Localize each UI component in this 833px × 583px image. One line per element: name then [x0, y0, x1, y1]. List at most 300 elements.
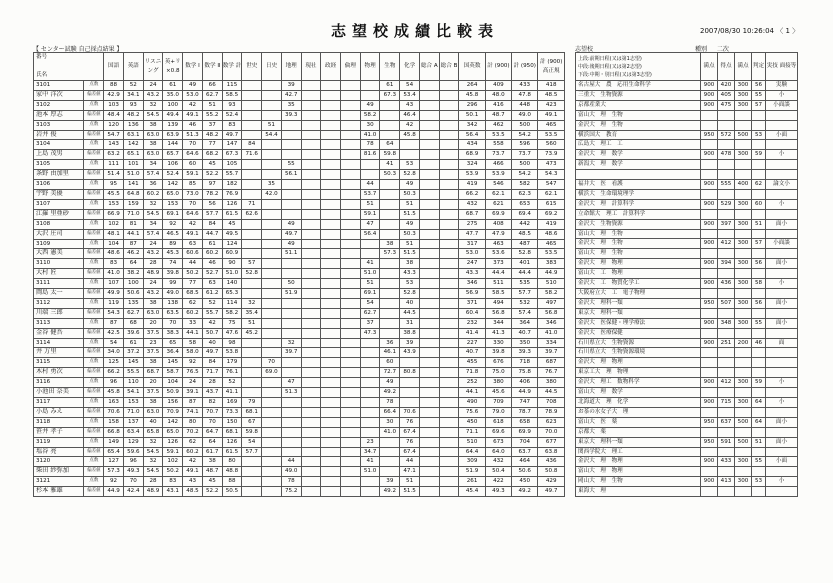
choice-full-mark — [701, 427, 718, 437]
deviation-cell — [281, 427, 301, 437]
deviation-cell — [321, 249, 341, 259]
deviation-cell — [281, 189, 301, 199]
deviation-cell: 59.1 — [360, 209, 380, 219]
score-cell: 618 — [485, 417, 511, 427]
choice-school — [576, 348, 701, 358]
score-cell: 138 — [163, 298, 183, 308]
student-name: 小池田 奈美 — [34, 388, 84, 398]
choice-school — [576, 437, 701, 447]
choice-school — [576, 239, 701, 249]
score-cell — [281, 417, 301, 427]
score-cell: 296 — [459, 100, 485, 110]
choice-row — [576, 447, 798, 457]
choice-row — [576, 378, 798, 388]
score-cell: 156 — [163, 398, 183, 408]
deviation-cell: 48.2 — [202, 130, 222, 140]
deviation-cell: 51.3 — [183, 130, 203, 140]
choice-exam — [766, 308, 798, 318]
score-cell — [321, 180, 341, 190]
subject-header: 地理 — [281, 53, 301, 81]
choice-judge — [752, 328, 766, 338]
score-cell: 510 — [459, 437, 485, 447]
deviation-cell: 75.6 — [459, 407, 485, 417]
score-cell: 149 — [104, 437, 124, 447]
score-cell: 179 — [222, 358, 242, 368]
choice-row — [576, 358, 798, 368]
deviation-cell — [321, 209, 341, 219]
score-cell: 30 — [360, 120, 380, 130]
choice-row — [576, 110, 798, 120]
subject-header: 計 (950) — [512, 53, 538, 81]
choice-second-full-mark — [735, 170, 752, 180]
choice-exam: 面小 — [766, 318, 798, 328]
score-cell: 442 — [512, 219, 538, 229]
kind-value: 二次 — [716, 46, 729, 53]
deviation-cell: 50.8 — [538, 467, 565, 477]
student-deviation-row — [34, 269, 565, 279]
deviation-cell — [321, 289, 341, 299]
choice-school — [576, 447, 701, 457]
score-cell: 64 — [380, 140, 400, 150]
score-cell — [380, 180, 400, 190]
score-cell: 252 — [459, 378, 485, 388]
score-cell — [341, 279, 361, 289]
score-cell — [419, 318, 439, 328]
subject-header: 倫理 — [341, 53, 361, 81]
deviation-cell — [439, 388, 459, 398]
deviation-cell — [242, 467, 262, 477]
school-name: 金沢大 理科一類 — [578, 299, 623, 306]
score-cell: 432 — [459, 199, 485, 209]
deviation-cell: 64.6 — [183, 150, 203, 160]
score-cell — [321, 477, 341, 487]
choice-school — [576, 90, 701, 100]
deviation-cell — [341, 189, 361, 199]
score-cell: 87 — [123, 239, 143, 249]
deviation-cell: 80.8 — [400, 368, 420, 378]
score-cell: 20 — [143, 318, 163, 328]
score-cell: 373 — [485, 259, 511, 269]
deviation-cell: 60.6 — [183, 249, 203, 259]
score-cell: 23 — [360, 437, 380, 447]
deviation-cell — [439, 90, 459, 100]
school-name: 北海道大 理 化学 — [578, 398, 629, 405]
score-cell — [321, 140, 341, 150]
subject-header: リスニング — [143, 53, 163, 81]
score-cell: 119 — [104, 298, 124, 308]
choice-full-mark: 900 — [701, 279, 718, 289]
deviation-cell — [281, 328, 301, 338]
score-cell — [419, 457, 439, 467]
score-cell — [439, 298, 459, 308]
score-cell — [419, 81, 439, 91]
score-cell: 126 — [222, 437, 242, 447]
choice-school — [576, 368, 701, 378]
score-cell — [242, 457, 262, 467]
choice-row — [576, 308, 798, 318]
deviation-cell: 56.4 — [360, 229, 380, 239]
score-cell: 371 — [459, 298, 485, 308]
deviation-cell: 60.2 — [183, 447, 203, 457]
score-cell: 35 — [281, 100, 301, 110]
student-score-row — [34, 199, 565, 209]
score-cell: 42 — [400, 120, 420, 130]
choice-row — [576, 427, 798, 437]
deviation-cell: 76.7 — [538, 368, 565, 378]
choice-exam: 実験 — [766, 81, 798, 91]
score-cell — [321, 398, 341, 408]
student-id: 3114 — [34, 338, 84, 348]
score-cell: 40 — [400, 298, 420, 308]
score-kind-label: 点数 — [84, 417, 104, 427]
score-cell: 261 — [459, 477, 485, 487]
choice-second-full-mark: 300 — [735, 318, 752, 328]
score-cell — [419, 180, 439, 190]
score-cell: 103 — [104, 100, 124, 110]
deviation-cell: 66.2 — [104, 368, 124, 378]
deviation-cell: 62.1 — [485, 189, 511, 199]
deviation-cell: 69.1 — [163, 209, 183, 219]
choice-judge — [752, 249, 766, 259]
score-cell: 145 — [123, 358, 143, 368]
choice-exam: 小面談 — [766, 239, 798, 249]
deviation-cell — [419, 467, 439, 477]
score-cell — [439, 239, 459, 249]
school-name: 富山大 理 生物 — [578, 230, 623, 237]
score-cell — [419, 378, 439, 388]
score-cell — [400, 398, 420, 408]
score-cell: 52 — [123, 81, 143, 91]
score-cell: 51 — [242, 318, 262, 328]
score-cell: 82 — [202, 398, 222, 408]
deviation-cell — [400, 388, 420, 398]
deviation-cell: 37.5 — [143, 348, 163, 358]
score-cell — [262, 199, 282, 209]
deviation-cell: 73.0 — [183, 189, 203, 199]
deviation-cell — [242, 487, 262, 497]
choice-school — [576, 477, 701, 487]
score-cell — [419, 140, 439, 150]
deviation-cell: 59.1 — [163, 447, 183, 457]
deviation-cell: 67.3 — [222, 150, 242, 160]
choice-school — [576, 100, 701, 110]
deviation-cell — [242, 90, 262, 100]
student-id: 3115 — [34, 358, 84, 368]
choice-full-mark — [701, 348, 718, 358]
deviation-cell: 49.0 — [281, 467, 301, 477]
deviation-cell — [419, 407, 439, 417]
student-id: 3102 — [34, 100, 84, 110]
score-cell: 45 — [202, 477, 222, 487]
score-cell: 98 — [222, 338, 242, 348]
deviation-cell: 47.7 — [459, 229, 485, 239]
deviation-kind-label: 偏差値 — [84, 110, 104, 120]
choice-second-full-mark — [735, 160, 752, 170]
choice-score: 572 — [718, 130, 735, 140]
choice-full-mark: 900 — [701, 81, 718, 91]
choice-exam: 小面談 — [766, 100, 798, 110]
score-cell: 70 — [262, 358, 282, 368]
choice-full-mark — [701, 467, 718, 477]
choice-exam — [766, 427, 798, 437]
deviation-cell: 68.7 — [459, 209, 485, 219]
choice-judge — [752, 140, 766, 150]
school-name: 金沢大 理 数学 — [578, 151, 623, 158]
student-score-row — [34, 338, 565, 348]
choice-table — [575, 52, 798, 497]
score-cell: 23 — [143, 338, 163, 348]
score-cell — [262, 417, 282, 427]
score-cell: 419 — [538, 219, 565, 229]
score-cell: 68 — [123, 318, 143, 328]
choice-row — [576, 338, 798, 348]
deviation-cell: 62.7 — [360, 308, 380, 318]
score-cell: 93 — [222, 100, 242, 110]
deviation-cell — [301, 269, 321, 279]
deviation-cell: 60.9 — [222, 249, 242, 259]
deviation-cell: 54.5 — [143, 447, 163, 457]
deviation-cell — [301, 150, 321, 160]
choice-school — [576, 397, 701, 407]
subject-header: 計 (900) — [485, 53, 511, 81]
subject-header: 総合 B — [439, 53, 459, 81]
choice-row — [576, 100, 798, 110]
score-cell: 142 — [163, 180, 183, 190]
score-cell: 50 — [281, 279, 301, 289]
deviation-cell — [419, 447, 439, 457]
choice-score: 555 — [718, 180, 735, 190]
deviation-cell: 48.2 — [123, 110, 143, 120]
score-cell — [439, 279, 459, 289]
deviation-cell: 53.5 — [538, 130, 565, 140]
score-cell: 35 — [262, 180, 282, 190]
score-cell — [341, 338, 361, 348]
score-cell: 37 — [360, 318, 380, 328]
school-name: 京都産業大 — [578, 101, 606, 108]
choice-exam: 面 — [766, 338, 798, 348]
score-cell: 64 — [123, 259, 143, 269]
choice-score: 591 — [718, 437, 735, 447]
choice-row — [576, 90, 798, 100]
subject-header: 英語 — [123, 53, 143, 81]
score-cell: 102 — [104, 219, 124, 229]
choice-school — [576, 279, 701, 289]
score-cell: 32 — [143, 457, 163, 467]
score-cell: 380 — [538, 378, 565, 388]
deviation-cell: 63.0 — [143, 308, 163, 318]
choice-full-mark: 900 — [701, 180, 718, 190]
deviation-cell — [301, 447, 321, 457]
deviation-cell: 75.2 — [281, 487, 301, 497]
score-cell — [380, 199, 400, 209]
score-cell: 43 — [183, 477, 203, 487]
deviation-cell: 50.6 — [512, 467, 538, 477]
score-cell — [242, 120, 262, 130]
deviation-cell: 51.4 — [104, 170, 124, 180]
score-cell — [281, 259, 301, 269]
deviation-cell: 76.9 — [222, 189, 242, 199]
deviation-cell — [419, 289, 439, 299]
student-id: 3119 — [34, 437, 84, 447]
choice-exam — [766, 407, 798, 417]
deviation-cell — [281, 447, 301, 457]
deviation-cell: 57.4 — [143, 170, 163, 180]
choice-school — [576, 209, 701, 219]
score-cell: 38 — [143, 140, 163, 150]
score-cell: 432 — [485, 457, 511, 467]
deviation-cell — [341, 487, 361, 497]
score-cell — [341, 378, 361, 388]
choice-score: 436 — [718, 279, 735, 289]
deviation-cell — [380, 229, 400, 239]
choice-full-mark: 900 — [701, 338, 718, 348]
score-cell: 47 — [281, 378, 301, 388]
deviation-cell: 42.0 — [262, 189, 282, 199]
score-cell: 51 — [202, 100, 222, 110]
deviation-cell: 51.0 — [123, 170, 143, 180]
score-cell — [341, 318, 361, 328]
choice-full-mark: 950 — [701, 417, 718, 427]
score-cell: 106 — [163, 160, 183, 170]
deviation-cell — [380, 328, 400, 338]
deviation-kind-label: 偏差値 — [84, 308, 104, 318]
student-score-row — [34, 298, 565, 308]
deviation-cell — [301, 308, 321, 318]
score-cell: 42 — [183, 219, 203, 229]
deviation-cell — [439, 328, 459, 338]
choice-judge — [752, 170, 766, 180]
deviation-cell — [360, 487, 380, 497]
deviation-cell: 43.2 — [143, 249, 163, 259]
choice-second-full-mark: 300 — [735, 457, 752, 467]
school-name: 金沢大 理 物理 — [578, 260, 623, 267]
score-cell: 409 — [485, 81, 511, 91]
score-cell: 334 — [538, 338, 565, 348]
deviation-cell — [281, 368, 301, 378]
score-cell: 92 — [163, 219, 183, 229]
school-name: 金沢大 理工 数物科学 — [578, 379, 640, 386]
score-cell: 145 — [163, 358, 183, 368]
choice-school — [576, 467, 701, 477]
choice-row — [576, 269, 798, 279]
deviation-cell — [281, 209, 301, 219]
deviation-cell: 49.7 — [538, 487, 565, 497]
deviation-cell: 61.5 — [222, 209, 242, 219]
choice-second-full-mark: 300 — [735, 397, 752, 407]
student-id: 3103 — [34, 120, 84, 130]
score-cell — [301, 100, 321, 110]
score-cell — [242, 239, 262, 249]
deviation-cell: 62.7 — [123, 308, 143, 318]
deviation-cell: 63.9 — [163, 130, 183, 140]
choice-school — [576, 160, 701, 170]
score-cell — [321, 318, 341, 328]
score-cell: 102 — [163, 457, 183, 467]
deviation-cell: 49.0 — [512, 110, 538, 120]
score-cell — [360, 477, 380, 487]
deviation-cell: 51.3 — [281, 388, 301, 398]
score-cell — [419, 199, 439, 209]
score-cell — [262, 437, 282, 447]
deviation-cell — [360, 388, 380, 398]
score-cell: 70 — [183, 199, 203, 209]
score-cell — [419, 120, 439, 130]
score-cell: 51 — [400, 199, 420, 209]
score-cell: 159 — [123, 199, 143, 209]
score-header-row — [34, 53, 565, 81]
score-cell: 64 — [202, 437, 222, 447]
choice-row — [576, 397, 798, 407]
choice-row — [576, 487, 798, 497]
score-cell: 232 — [459, 318, 485, 328]
school-name: 富山大 理 生物 — [578, 250, 623, 257]
deviation-cell — [439, 170, 459, 180]
score-cell: 66 — [202, 81, 222, 91]
choice-full-mark: 900 — [701, 199, 718, 209]
score-cell: 61 — [202, 239, 222, 249]
choice-exam: 小面 — [766, 457, 798, 467]
deviation-cell — [321, 407, 341, 417]
score-cell: 51 — [400, 239, 420, 249]
deviation-kind-label: 偏差値 — [84, 328, 104, 338]
score-cell: 70 — [183, 140, 203, 150]
deviation-cell: 49.1 — [183, 110, 203, 120]
deviation-cell — [341, 289, 361, 299]
deviation-cell: 78.7 — [512, 407, 538, 417]
choice-score: 394 — [718, 259, 735, 269]
score-cell: 153 — [104, 199, 124, 209]
deviation-cell: 51.5 — [400, 209, 420, 219]
deviation-cell — [301, 289, 321, 299]
score-kind-label: 点数 — [84, 140, 104, 150]
choice-second-full-mark: 300 — [735, 219, 752, 229]
deviation-cell: 48.5 — [183, 487, 203, 497]
score-cell: 63 — [202, 279, 222, 289]
choice-row — [576, 289, 798, 299]
subject-header: 物理 — [360, 53, 380, 81]
choice-judge — [752, 407, 766, 417]
score-cell: 51 — [400, 477, 420, 487]
deviation-cell — [360, 249, 380, 259]
score-cell — [281, 140, 301, 150]
deviation-cell: 43.7 — [202, 388, 222, 398]
choice-judge: 64 — [752, 417, 766, 427]
score-cell — [301, 160, 321, 170]
score-cell: 126 — [163, 437, 183, 447]
choice-judge — [752, 447, 766, 457]
score-cell — [301, 417, 321, 427]
choice-judge: 53 — [752, 130, 766, 140]
score-cell: 28 — [143, 259, 163, 269]
score-cell — [301, 81, 321, 91]
score-cell — [262, 219, 282, 229]
choice-school — [576, 289, 701, 299]
choice-score: 405 — [718, 90, 735, 100]
score-cell: 141 — [123, 180, 143, 190]
deviation-cell: 63.0 — [143, 150, 163, 160]
deviation-cell — [321, 170, 341, 180]
choice-row — [576, 318, 798, 328]
score-cell: 464 — [512, 457, 538, 467]
score-cell — [321, 457, 341, 467]
student-score-row — [34, 219, 565, 229]
score-cell — [380, 259, 400, 269]
score-cell: 500 — [512, 160, 538, 170]
choice-full-mark: 900 — [701, 219, 718, 229]
deviation-cell — [419, 348, 439, 358]
score-cell: 71 — [242, 199, 262, 209]
choice-full-mark — [701, 140, 718, 150]
